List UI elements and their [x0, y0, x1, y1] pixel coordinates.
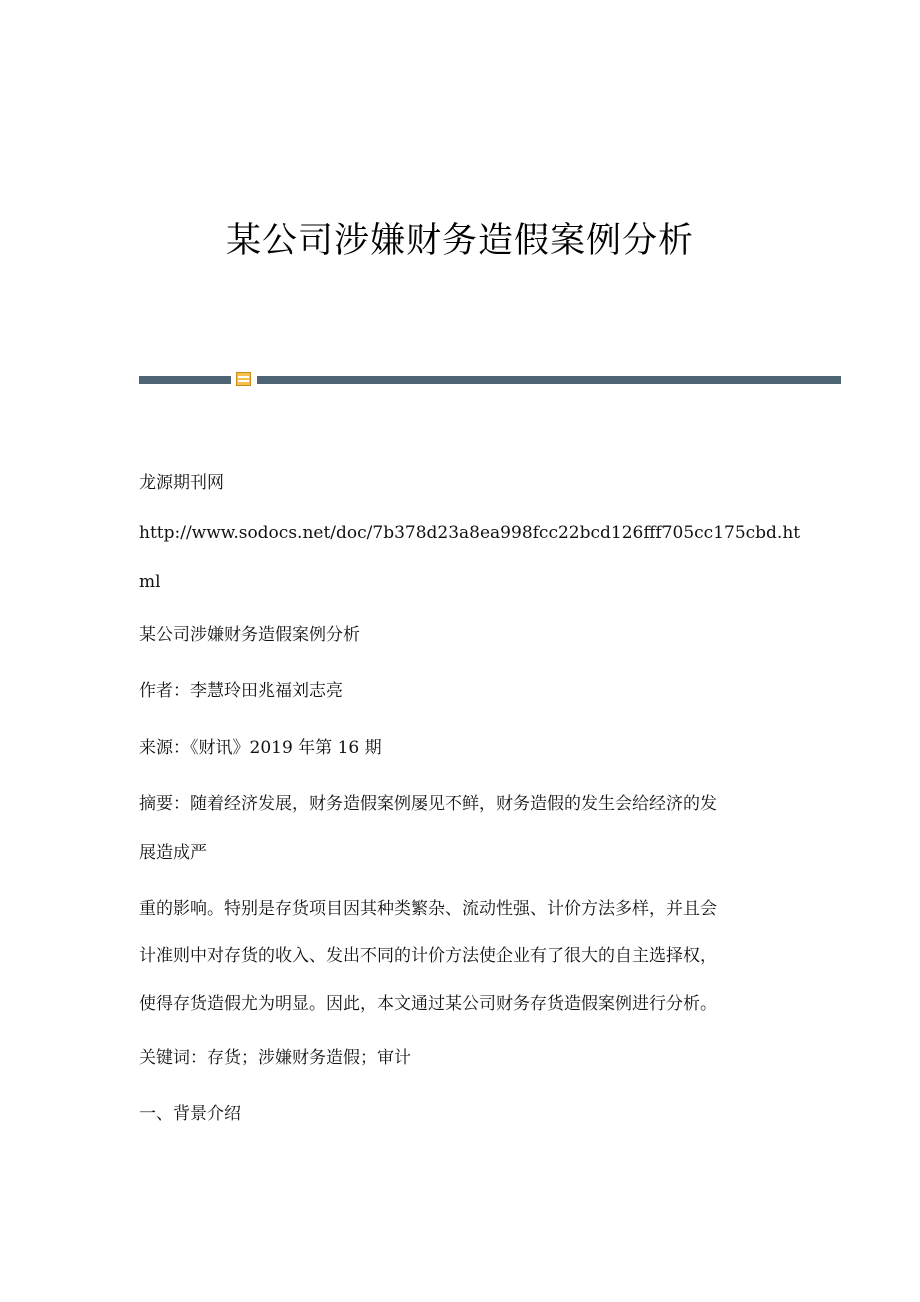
source-url-continued: ml — [139, 572, 161, 592]
keywords: 关键词：存货；涉嫌财务造假；审计 — [139, 1048, 411, 1068]
source-site-name: 龙源期刊网 — [139, 473, 224, 493]
article-source: 来源：《财讯》2019 年第 16 期 — [139, 738, 382, 758]
abstract-line-1: 摘要：随着经济发展，财务造假案例屡见不鲜，财务造假的发生会给经济的发 — [139, 794, 717, 814]
section-heading-background: 一、背景介绍 — [139, 1104, 241, 1124]
source-url: http://www.sodocs.net/doc/7b378d23a8ea998fcc22bcd126fff705cc175cbd.ht — [139, 523, 801, 543]
document-title: 某公司涉嫌财务造假案例分析 — [225, 221, 694, 261]
divider-bar-left — [139, 376, 231, 384]
divider-ornament-icon — [236, 372, 251, 386]
abstract-line-5: 使得存货造假尤为明显。因此，本文通过某公司财务存货造假案例进行分析。 — [139, 994, 717, 1014]
divider-bar-right — [257, 376, 841, 384]
abstract-line-4: 计准则中对存货的收入、发出不同的计价方法使企业有了很大的自主选择权， — [139, 946, 717, 966]
abstract-line-2: 展造成严 — [139, 843, 207, 863]
article-title: 某公司涉嫌财务造假案例分析 — [139, 625, 360, 645]
header-divider — [139, 372, 841, 388]
abstract-line-3: 重的影响。特别是存货项目因其种类繁杂、流动性强、计价方法多样，并且会 — [139, 899, 717, 919]
article-authors: 作者：李慧玲田兆福刘志亮 — [139, 681, 343, 701]
